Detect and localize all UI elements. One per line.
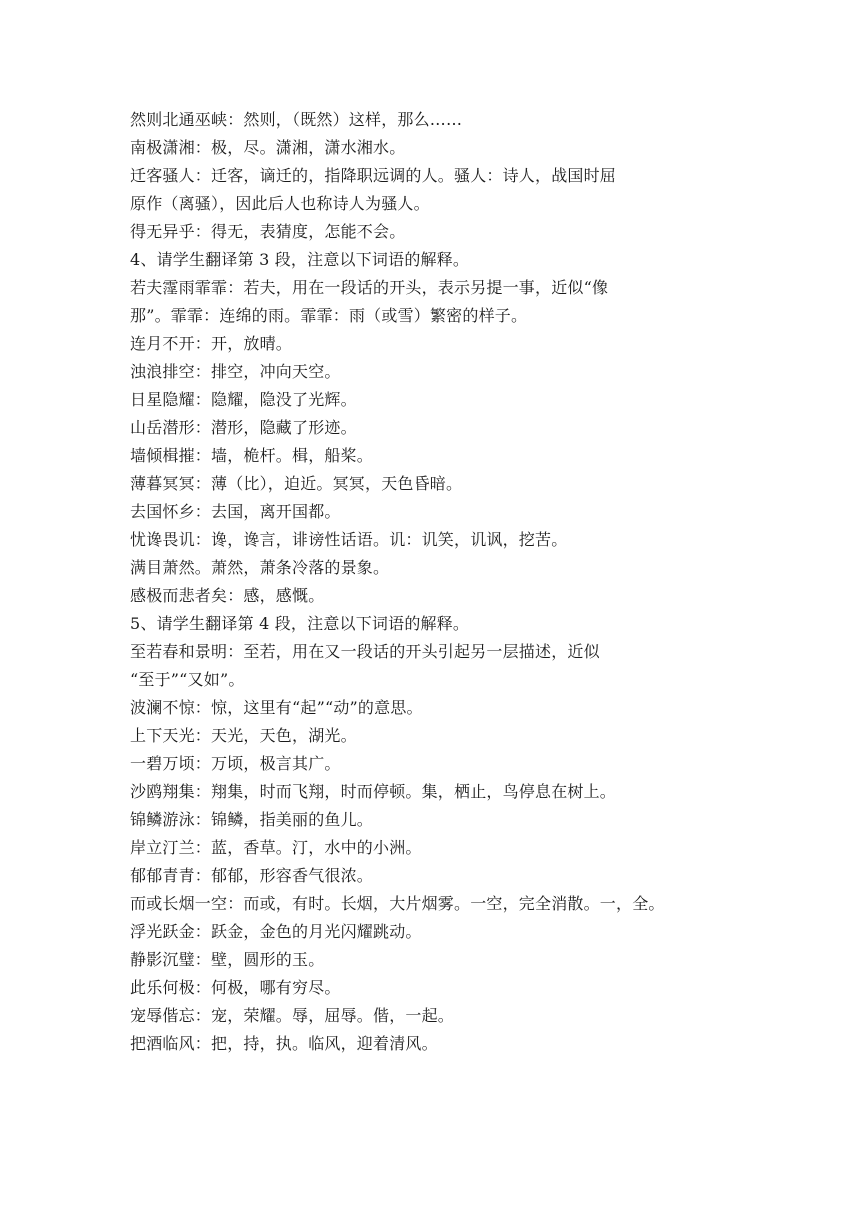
text-line: 波澜不惊：惊，这里有“起”“动”的意思。 [130,698,423,717]
text-line: 原作（离骚），因此后人也称诗人为骚人。 [130,194,430,213]
text-line: 那”。霏霏：连绵的雨。霏霏：雨（或雪）繁密的样子。 [130,306,528,325]
document-body [130,106,750,1058]
text-line: 感极而悲者矣：感，感慨。 [130,586,325,605]
text-line: 一碧万顷：万顷，极言其广。 [130,754,341,773]
text-line: 至若春和景明：至若，用在又一段话的开头引起另一层描述，近似 [130,642,600,661]
text-line: 忧谗畏讥：谗，谗言，诽谤性话语。讥：讥笑，讥讽，挖苦。 [130,530,568,549]
text-line: 山岳潜形：潜形，隐藏了形迹。 [130,418,357,437]
text-line: 浮光跃金：跃金，金色的月光闪耀跳动。 [130,922,422,941]
text-line: 此乐何极：何极，哪有穷尽。 [130,978,341,997]
text-line: 迁客骚人：迁客，谪迁的，指降职远调的人。骚人：诗人，战国时屈 [130,166,617,185]
text-line: 南极潇湘：极，尽。潇湘，潇水湘水。 [130,138,406,157]
text-line: 得无异乎：得无，表猜度，怎能不会。 [130,222,406,241]
text-line: 日星隐耀：隐耀，隐没了光辉。 [130,390,357,409]
text-line: 把酒临风：把，持，执。临风，迎着清风。 [130,1034,438,1053]
text-line: 上下天光：天光，天色，湖光。 [130,726,357,745]
section-heading: 4、请学生翻译第 3 段，注意以下词语的解释。 [130,250,470,269]
text-line: 郁郁青青：郁郁，形容香气很浓。 [130,866,374,885]
text-line: 而或长烟一空：而或，有时。长烟，大片烟雾。一空，完全消散。一，全。 [130,894,665,913]
text-line: 去国怀乡：去国，离开国都。 [130,502,341,521]
text-line: 连月不开：开，放晴。 [130,334,293,353]
text-line: 满目萧然。萧然，萧条冷落的景象。 [130,558,390,577]
text-line: “至于”“又如”。 [130,670,245,689]
text-line: 岸立汀兰：蓝，香草。汀，水中的小洲。 [130,838,422,857]
text-line: 浊浪排空：排空，冲向天空。 [130,362,341,381]
text-line: 静影沉璧：壁，圆形的玉。 [130,950,325,969]
text-line: 薄暮冥冥：薄（比），迫近。冥冥，天色昏暗。 [130,474,463,493]
text-line: 宠辱偕忘：宠，荣耀。辱，屈辱。偕，一起。 [130,1006,455,1025]
text-line: 墙倾楫摧：墙，桅杆。楫，船桨。 [130,446,374,465]
section-heading: 5、请学生翻译第 4 段，注意以下词语的解释。 [130,614,470,633]
text-line: 若夫霪雨霏霏：若夫，用在一段话的开头，表示另提一事，近似“像 [130,278,609,297]
text-line: 沙鸥翔集：翔集，时而飞翔，时而停顿。集，栖止，鸟停息在树上。 [130,782,617,801]
text-line: 然则北通巫峡：然则，（既然）这样，那么…… [130,110,463,129]
text-line: 锦鳞游泳：锦鳞，指美丽的鱼儿。 [130,810,374,829]
